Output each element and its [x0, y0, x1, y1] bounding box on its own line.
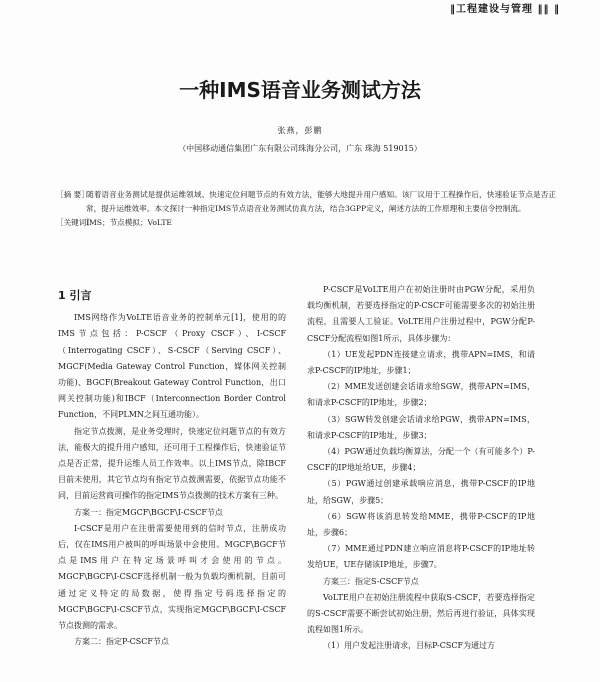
- step-item: （1）UE发起PDN连接建立请求，携带APN=IMS，和请求P-CSCF的IP地址，步骤1；: [307, 349, 535, 376]
- abstract-label: ［摘 要］: [56, 190, 89, 199]
- paragraph: P-CSCF是VoLTE用户在初始注册时由PGW分配，采用负载均衡机制，若要选择指定的P-CSCF可能需要多次的初始注册流程，且需要人工验证。VoLTE用户注册过程中，PGW分配P-CSCF分配流程如图1所示，具体步骤为：: [307, 285, 535, 343]
- authors: 张燕，彭鹏: [277, 126, 323, 135]
- abstract-block: [56, 188, 556, 230]
- abstract-row: [56, 188, 556, 216]
- left-column: [58, 282, 286, 650]
- journal-header: ‖工程建设与管理 ‖‖ ‖: [450, 4, 560, 15]
- keywords-label: ［关键词］: [56, 218, 94, 227]
- step-item: （5）PGW通过创建承载响应消息，携带P-CSCF的IP地址，给SGW，步骤5；: [307, 479, 535, 505]
- step-item: （2）MME发送创建会话请求给SGW，携带APN=IMS，和请求P-CSCF的IP地址，步骤2；: [307, 382, 535, 408]
- step-item: （3）SGW转发创建会话请求给PGW，携带APN=IMS，和请求P-CSCF的IP地址，步骤3；: [307, 414, 535, 440]
- subheading-scheme-3: 方案三：指定S-CSCF节点: [323, 576, 419, 586]
- paragraph: VoLTE用户在初始注册流程中获取S-CSCF，若要选择指定的S-CSCF需要不断尝试初始注册，然后再进行验证，具体实现流程如图1所示。: [307, 592, 535, 635]
- step-item: （6）SGW将该消息转发给MME，携带P-CSCF的IP地址，步骤6；: [307, 511, 535, 538]
- subheading-scheme-1: 方案一：指定MGCF\BGCF\I-CSCF节点: [74, 507, 223, 517]
- right-column: [307, 282, 535, 655]
- paragraph: IMS网络作为VoLTE语音业务的控制单元[1]，使用的的IMS节点包括：P-CSCF（Proxy CSCF）、I-CSCF（Interrogating CSCF）、S-CSCF（Serving CSCF）、MGCF(Media Gateway Control Function，媒体网关控制功能)、BGCF(Breakout Gateway Control Function，出口网关控制功能)和IBCF（Interconnection Border Control Function，不同PLMN之间互通功能）。: [58, 313, 286, 420]
- paragraph: I-CSCF是用户在注册需要使用到的信时节点，注册成功后，仅在IMS用户被叫的呼叫场景中会使用。MGCF\BGCF节点是IMS用户在特定场景呼叫才会使用的节点。MGCF\BGCF\I-CSCF选择机制一般为负载均衡机制，目前可通过定义特定的局数据，使得指定号码选择指定的MGCF\BGCF\I-CSCF节点，实现指定MGCF\BGCF\I-CSCF节点拨测的需求。: [58, 523, 286, 631]
- affiliation: （中国移动通信集团广东有限公司珠海分公司，广东 珠海 519015）: [178, 144, 422, 153]
- keywords-row: [56, 216, 556, 230]
- section-heading-introduction: 1 引言: [58, 289, 92, 302]
- step-item: （4）PGW通过负载均衡算法，分配一个（有可能多个）P-CSCF的IP地址给UE，步骤4；: [307, 447, 535, 473]
- keywords-text: IMS；节点模拟；VoLTE: [86, 218, 172, 227]
- subheading-scheme-2: 方案二：指定P-CSCF节点: [74, 637, 169, 647]
- step-item: （1）用户发起注册请求，目标P-CSCF为通过方: [323, 641, 496, 651]
- abstract-text: 随着语音业务测试是提供运维领域、快速定位问题节点的有效方法，能够大地提升用户感知。该厂议用于工程操作后，快速验证节点是否正常，提升运维效率。本文探讨一种指定IMS节点语音业务测试仿真方法，结合3GPP定义，阐述方法的工作原理和主要信令控制流。: [86, 190, 556, 213]
- paragraph: 指定节点拨测，是业务受理时，快速定位问题节点的有效方法，能极大的提升用户感知，还可用于工程操作后，快速验证节点是否正常，提升运维人员工作效率。以上IMS节点，除IBCF目前未使用，其它节点均有指定节点拨测需要，依据节点功能不同，目前运营商可操作的指定IMS节点拨测的技术方案有三种。: [58, 426, 286, 501]
- page-title: 一种IMS语音业务测试方法: [179, 78, 421, 102]
- step-item: （7）MME通过PDN建立响应消息将P-CSCF的IP地址转发给UE，UE存储该IP地址，步骤7。: [307, 544, 535, 570]
